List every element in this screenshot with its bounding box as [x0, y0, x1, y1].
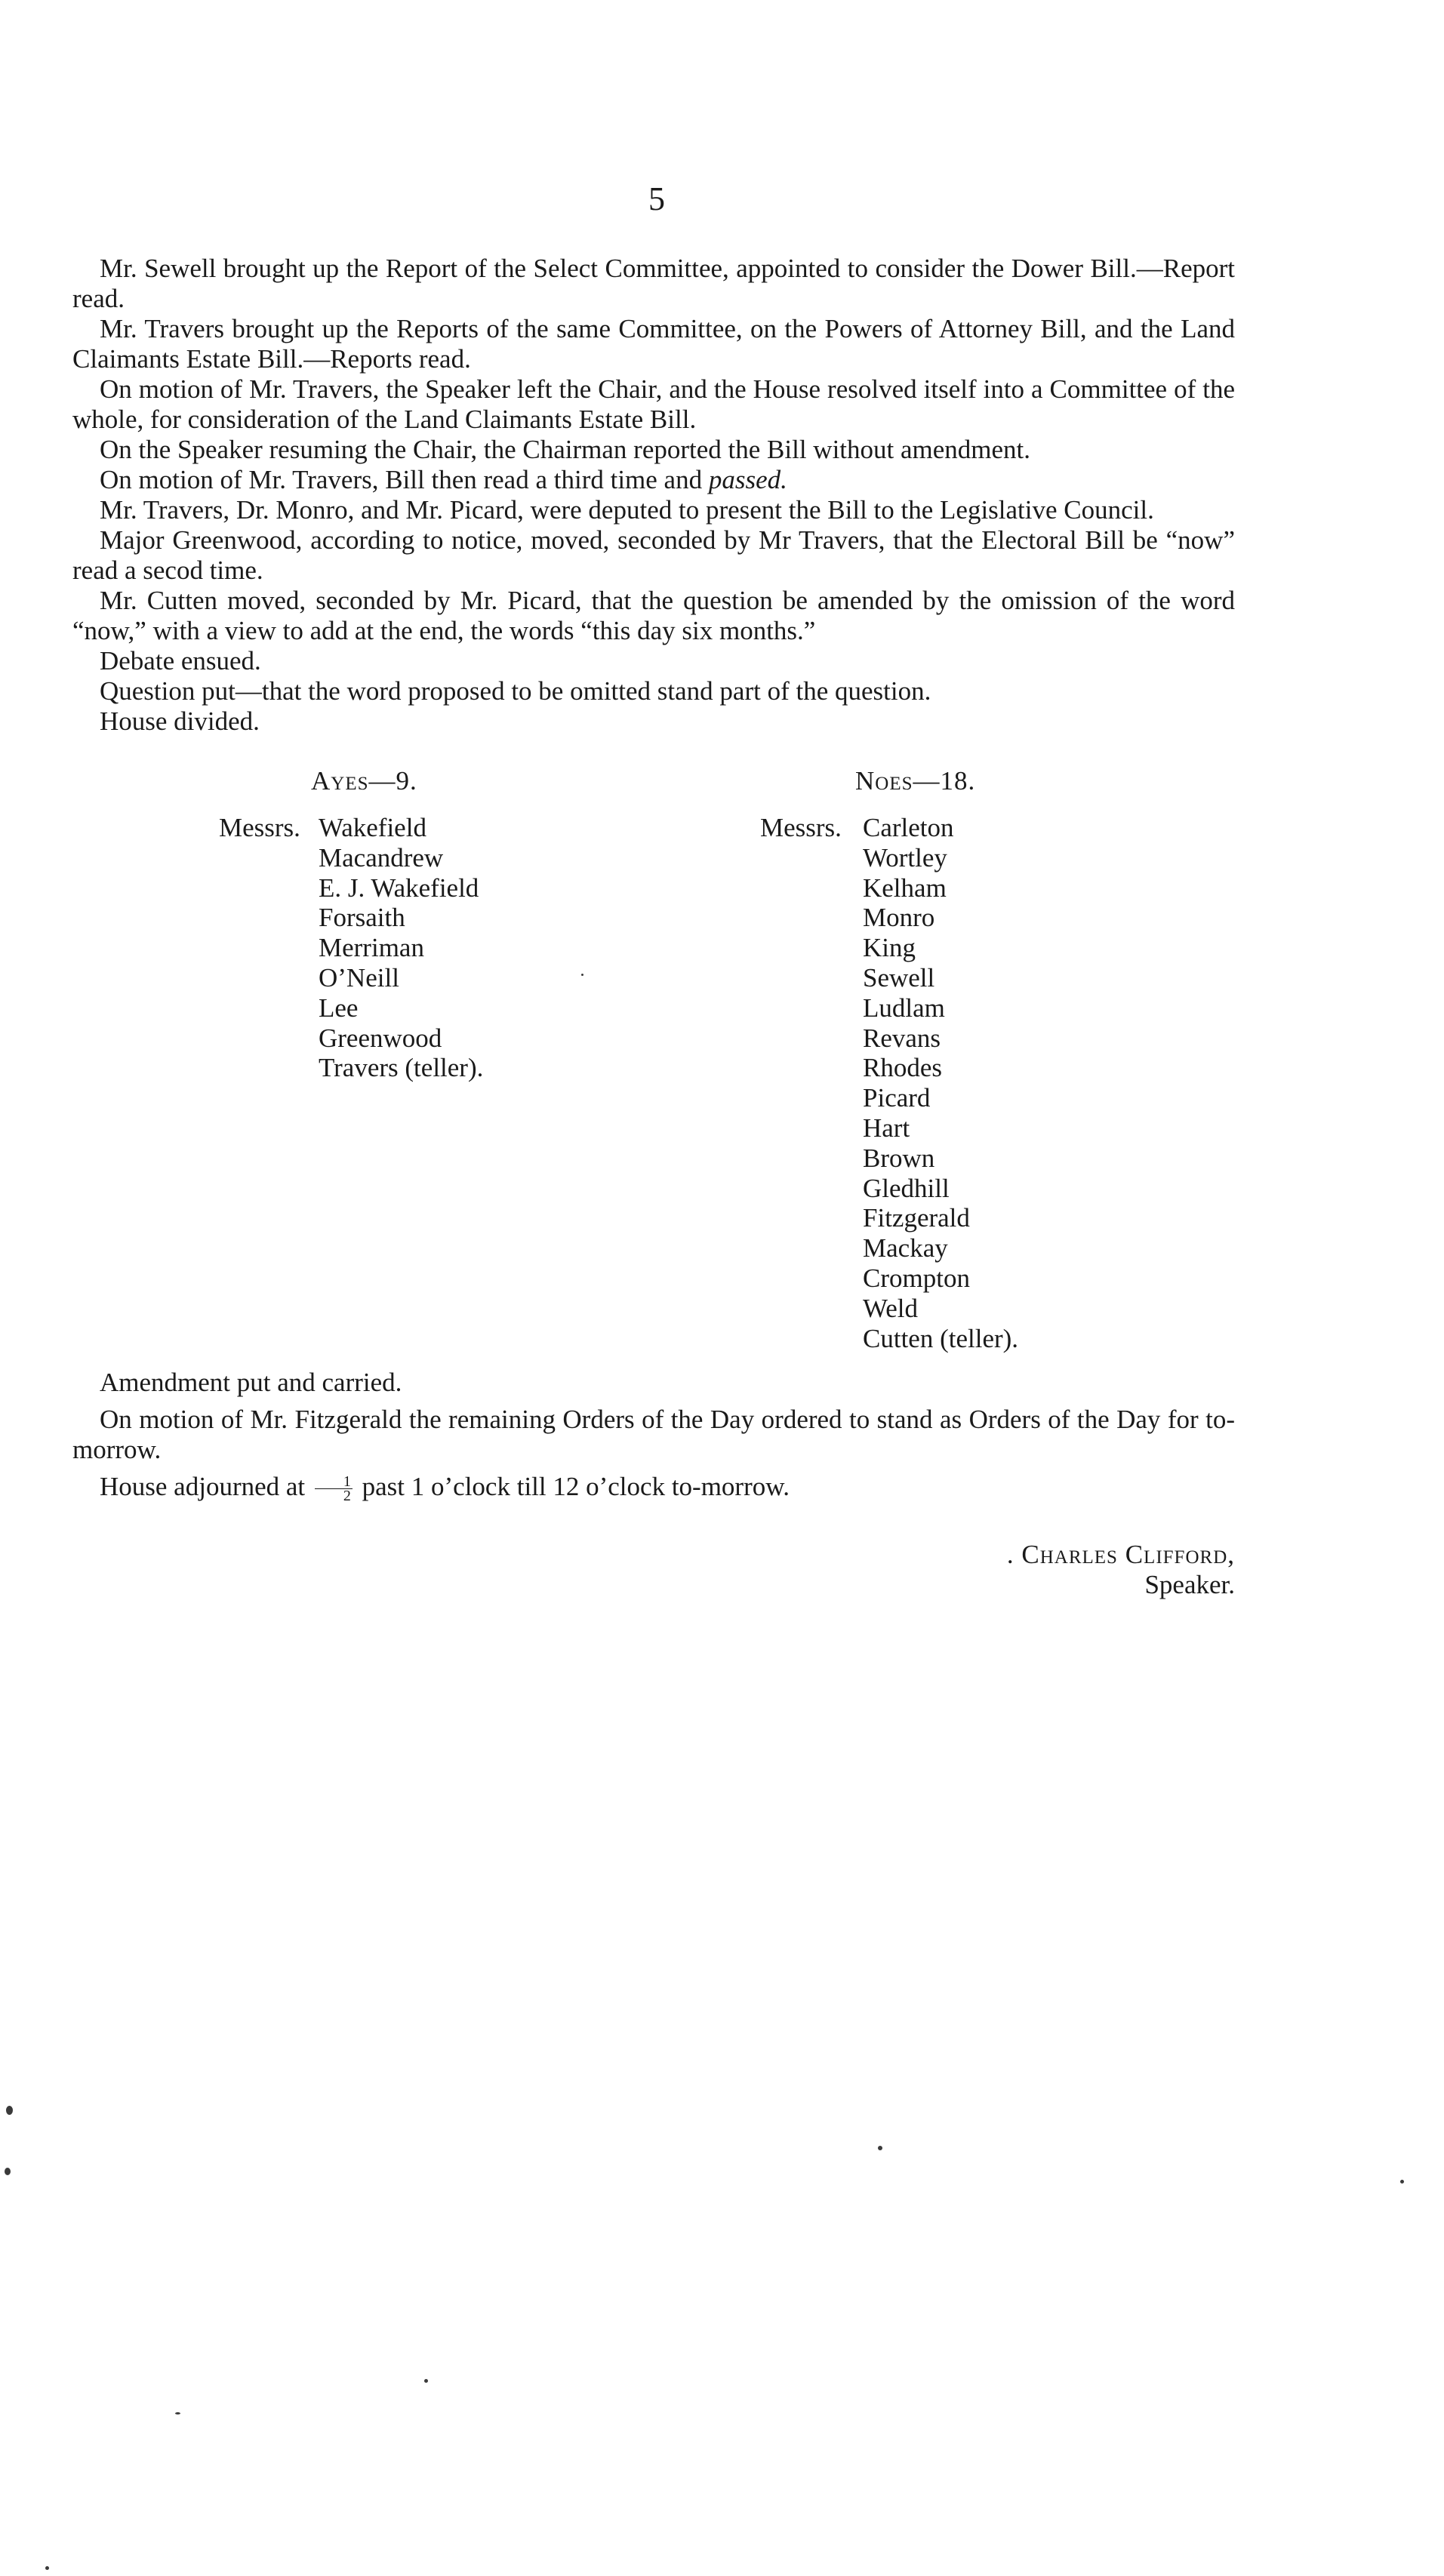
no-member: Hart — [863, 1113, 910, 1143]
fraction-numerator: 1 — [315, 1475, 353, 1489]
proceedings-lower — [72, 1368, 1235, 1510]
paragraph-electoral-bill: Major Greenwood, according to notice, moved, seconded by Mr Travers, that the Electoral Bill be “now” read a secod time. — [72, 525, 1235, 585]
ayes-heading: Ayes—9. — [311, 766, 417, 796]
no-member: Monro — [863, 903, 935, 933]
paragraph-orders-of-day: On motion of Mr. Fitzgerald the remaining Orders of the Day ordered to stand as Orders of the Day for to-morrow. — [72, 1405, 1235, 1464]
scan-speck — [581, 974, 583, 976]
aye-member: O’Neill — [319, 962, 399, 993]
signature-title: Speaker. — [1144, 1570, 1235, 1599]
paragraph-third-reading — [72, 465, 1235, 495]
paragraph-house-divided: House divided. — [100, 706, 260, 736]
paragraph-debate: Debate ensued. — [100, 646, 261, 676]
noes-names — [863, 813, 1018, 1353]
proceedings-upper — [72, 254, 1235, 737]
noes-heading: Noes—18. — [855, 766, 976, 796]
fraction-denominator: 2 — [343, 1488, 351, 1505]
adjourn-text-end: past 1 o’clock till 12 o’clock to-morrow. — [355, 1472, 790, 1501]
aye-member: Travers (teller). — [319, 1053, 484, 1083]
paragraph-travers-reports: Mr. Travers brought up the Reports of the same Committee, on the Powers of Attorney Bill, and the Land Claimants Estate Bill.—Reports read. — [72, 314, 1235, 374]
no-member: Weld — [863, 1293, 918, 1323]
paragraph-adjournment — [72, 1472, 1235, 1503]
third-reading-text: On motion of Mr. Travers, Bill then read a third time and — [100, 465, 709, 494]
division-list — [0, 766, 1444, 1370]
scan-speck — [175, 2412, 180, 2414]
no-member: Picard — [863, 1083, 931, 1113]
scan-speck — [6, 2106, 13, 2115]
no-member: Rhodes — [863, 1053, 942, 1083]
no-member: Ludlam — [863, 993, 945, 1023]
aye-member: Greenwood — [319, 1023, 442, 1053]
adjourn-text-start: House adjourned at — [100, 1472, 312, 1501]
half-fraction — [315, 1475, 353, 1503]
no-member: Fitzgerald — [863, 1203, 970, 1233]
scan-speck — [1400, 2180, 1404, 2184]
page-number: 5 — [648, 180, 665, 217]
paragraph-dower-report: Mr. Sewell brought up the Report of the Select Committee, appointed to consider the Dower Bill.—Report read. — [72, 254, 1235, 313]
signature-name: . Charles Clifford, — [1006, 1540, 1235, 1569]
no-member: Crompton — [863, 1263, 970, 1293]
no-member: King — [863, 933, 916, 963]
noes-prefix: Messrs. — [760, 813, 842, 842]
no-member: Revans — [863, 1023, 941, 1053]
no-member: Brown — [863, 1143, 935, 1173]
passed-emphasis: passed. — [708, 465, 787, 494]
scan-speck — [45, 2566, 49, 2570]
scan-speck — [424, 2379, 428, 2383]
paragraph-question-put: Question put—that the word proposed to be omitted stand part of the question. — [100, 676, 931, 706]
paragraph-deputation: Mr. Travers, Dr. Monro, and Mr. Picard, were deputed to present the Bill to the Legislative Council. — [100, 495, 1154, 525]
scan-speck — [878, 2146, 882, 2150]
no-member: Gledhill — [863, 1173, 950, 1203]
no-member: Mackay — [863, 1233, 948, 1263]
aye-member: Merriman — [319, 933, 424, 963]
no-member: Sewell — [863, 962, 935, 993]
ayes-names — [319, 813, 483, 1083]
paragraph-amendment-carried: Amendment put and carried. — [100, 1368, 402, 1397]
paragraph-committee-motion: On motion of Mr. Travers, the Speaker left the Chair, and the House resolved itself into a Committee of the whole, for consideration of the Land Claimants Estate Bill. — [72, 374, 1235, 434]
ayes-prefix: Messrs. — [219, 813, 300, 842]
aye-member: E. J. Wakefield — [319, 873, 479, 903]
aye-member: Wakefield — [319, 813, 426, 842]
no-member: Wortley — [863, 842, 947, 873]
aye-member: Lee — [319, 993, 359, 1023]
no-member: Carleton — [863, 813, 954, 842]
aye-member: Forsaith — [319, 903, 405, 933]
speaker-signature — [1007, 1540, 1235, 1600]
no-member: Cutten (teller). — [863, 1323, 1019, 1353]
paragraph-cutten-amendment: Mr. Cutten moved, seconded by Mr. Picard, that the question be amended by the omission of the word “now,” with a view to add at the end, the words “this day six months.” — [72, 586, 1235, 645]
scan-speck — [5, 2168, 11, 2175]
paragraph-speaker-resumes: On the Speaker resuming the Chair, the Chairman reported the Bill without amendment. — [100, 435, 1031, 464]
no-member: Kelham — [863, 873, 947, 903]
aye-member: Macandrew — [319, 842, 444, 873]
